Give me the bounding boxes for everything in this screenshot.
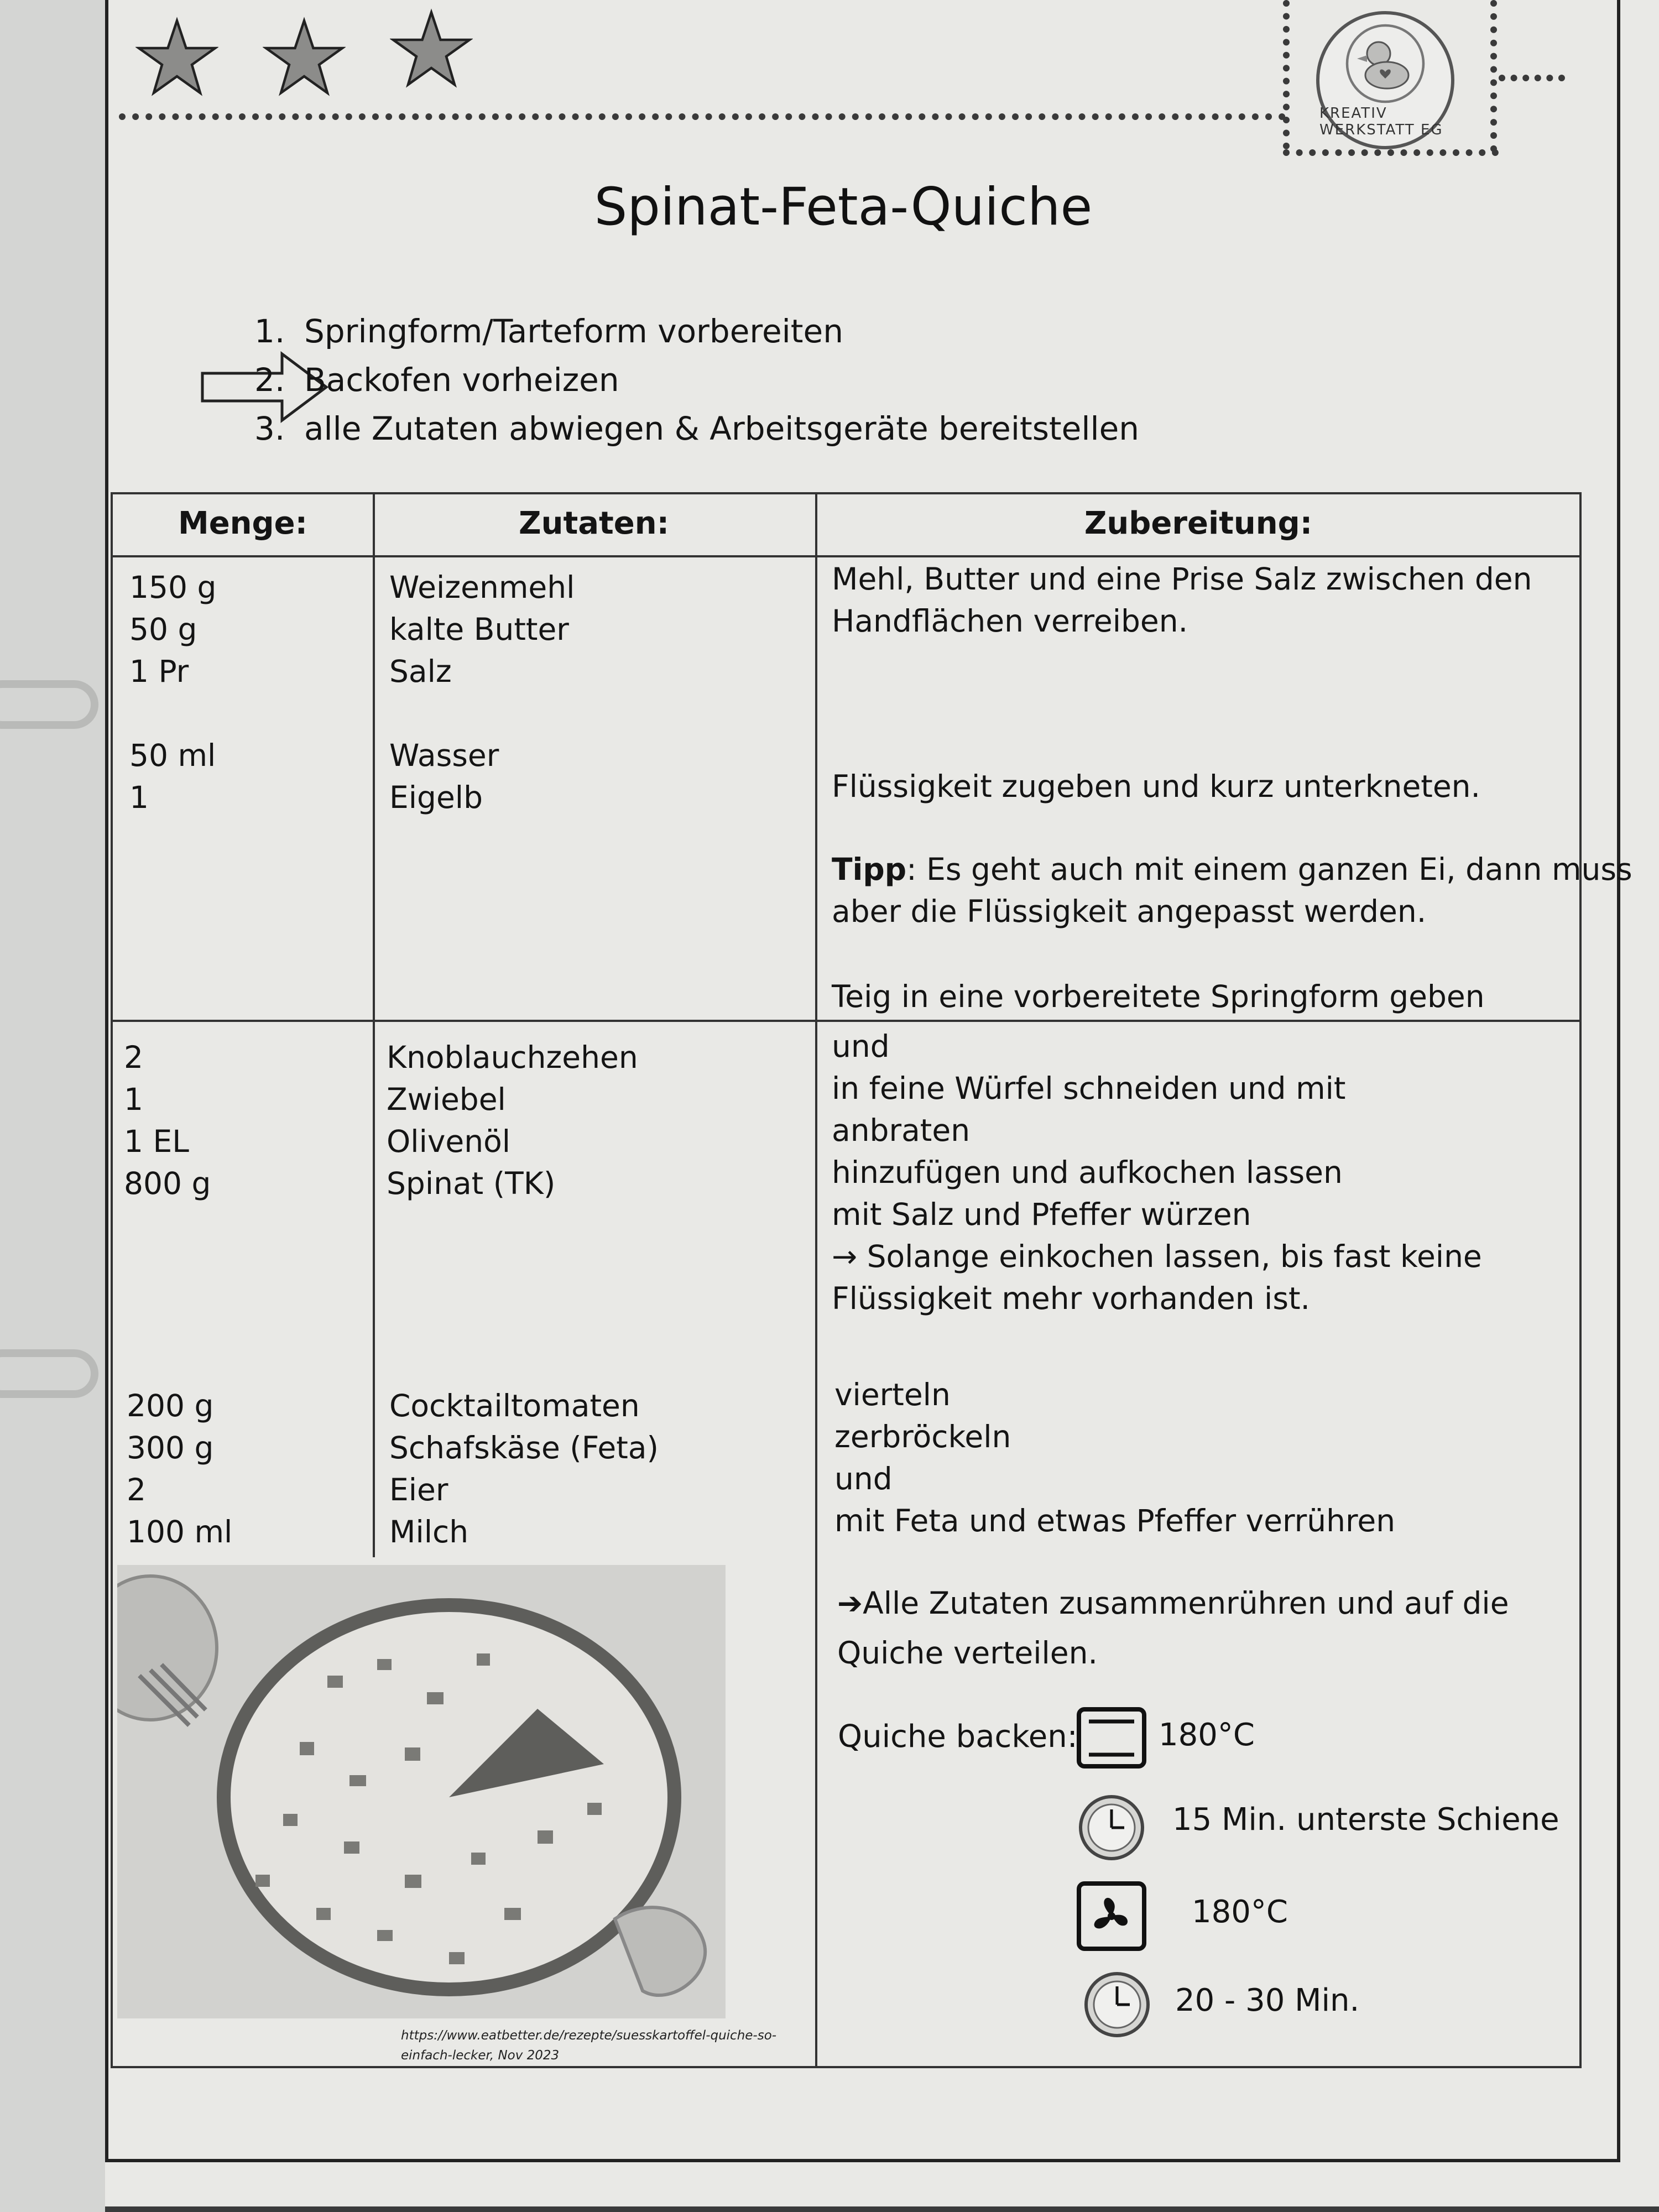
header-zutaten: Zutaten: (518, 505, 670, 541)
star-icon (263, 17, 346, 100)
zutaten-column: Cocktailtomaten Schafskäse (Feta) Eier Milch (389, 1388, 659, 1550)
bake-temperature: 180°C (1159, 1717, 1255, 1753)
star-icon (390, 8, 473, 91)
logo-text: KREATIV WERKSTATT EG (1319, 105, 1443, 138)
binder-ring-icon (0, 680, 98, 729)
clock-icon (1081, 1969, 1153, 2041)
menge-value: 50 ml (129, 738, 216, 773)
duck-icon (1344, 22, 1427, 105)
menge-value: 150 g (129, 570, 217, 605)
dotted-divider (1283, 0, 1290, 149)
menge-value: 50 g (129, 612, 197, 647)
zutaten-column (389, 566, 575, 818)
zubereitung-text: Flüssigkeit zugeben und kurz unterkneten. (832, 769, 1481, 804)
zubereitung-text: Teig in eine vorbereitete Springform geben (832, 979, 1485, 1014)
header-menge: Menge: (178, 505, 308, 541)
combine-instruction: ➔Alle Zutaten zusammenrühren und auf die Quiche verteilen. (837, 1585, 1509, 1671)
photo-source: https://www.eatbetter.de/rezepte/suesskartoffel-quiche-so- einfach-lecker, Nov 2023 (401, 2028, 777, 2063)
zutat-value: Wasser (389, 738, 499, 773)
zutat-value (389, 692, 575, 734)
column-divider (815, 494, 817, 2066)
fan-oven-icon (1076, 1880, 1147, 1952)
zutaten-column: Knoblauchzehen Zwiebel Olivenöl Spinat (TK) (387, 1040, 638, 1201)
preparation-steps (254, 307, 1139, 453)
zutat-value: kalte Butter (389, 612, 569, 647)
step-item: 3. alle Zutaten abwiegen & Arbeitsgeräte bereitstellen (254, 410, 1140, 447)
dotted-divider (119, 113, 1286, 120)
row-divider (113, 1020, 1579, 1022)
dotted-divider (1499, 75, 1565, 81)
star-icon (135, 17, 218, 100)
binder-ring-icon (0, 1349, 98, 1398)
menge-value (129, 692, 216, 734)
bake-time: 20 - 30 Min. (1175, 1983, 1360, 2018)
menge-column (129, 566, 216, 818)
row-divider (113, 555, 1579, 557)
bake-time: 15 Min. unterste Schiene (1172, 1802, 1559, 1838)
zutat-value: Weizenmehl (389, 570, 575, 605)
page-title: Spinat-Feta-Quiche (594, 177, 1093, 237)
menge-column: 2 1 1 EL 800 g (124, 1040, 211, 1201)
menge-value: 1 (129, 780, 149, 815)
kreativ-werkstatt-logo (1316, 11, 1454, 149)
tipp-note: Tipp: Es geht auch mit einem ganzen Ei, dann muss aber die Flüssigkeit angepasst werden. (832, 852, 1632, 929)
column-divider (373, 494, 375, 1557)
dotted-divider (1283, 149, 1499, 156)
oven-top-bottom-heat-icon (1076, 1706, 1147, 1770)
bake-label: Quiche backen: (838, 1719, 1078, 1755)
menge-column: 200 g 300 g 2 100 ml (127, 1388, 233, 1550)
zubereitung-text: Mehl, Butter und eine Prise Salz zwischen den Handflächen verreiben. (832, 561, 1532, 639)
clock-icon (1076, 1792, 1147, 1864)
quiche-photo (117, 1565, 726, 2018)
dotted-divider (1490, 0, 1497, 152)
step-item: 1. Springform/Tarteform vorbereiten (254, 312, 843, 350)
zutat-value: Salz (389, 654, 452, 689)
menge-value: 1 Pr (129, 654, 189, 689)
step-item: 2. Backofen vorheizen (254, 361, 619, 399)
binder-background (0, 0, 105, 2212)
header-zubereitung: Zubereitung: (1084, 505, 1313, 541)
zutat-value: Eigelb (389, 780, 483, 815)
bake-temperature: 180°C (1192, 1894, 1288, 1930)
zubereitung-text: vierteln zerbröckeln und mit Feta und etwas Pfeffer verrühren (834, 1377, 1396, 1538)
zubereitung-text: und in feine Würfel schneiden und mit anbraten hinzufügen und aufkochen lassen mit Salz und Pfeffer würzen → Solange einkochen lassen, bis fast keine Flüssigkeit mehr vorhanden ist. (832, 1029, 1482, 1316)
